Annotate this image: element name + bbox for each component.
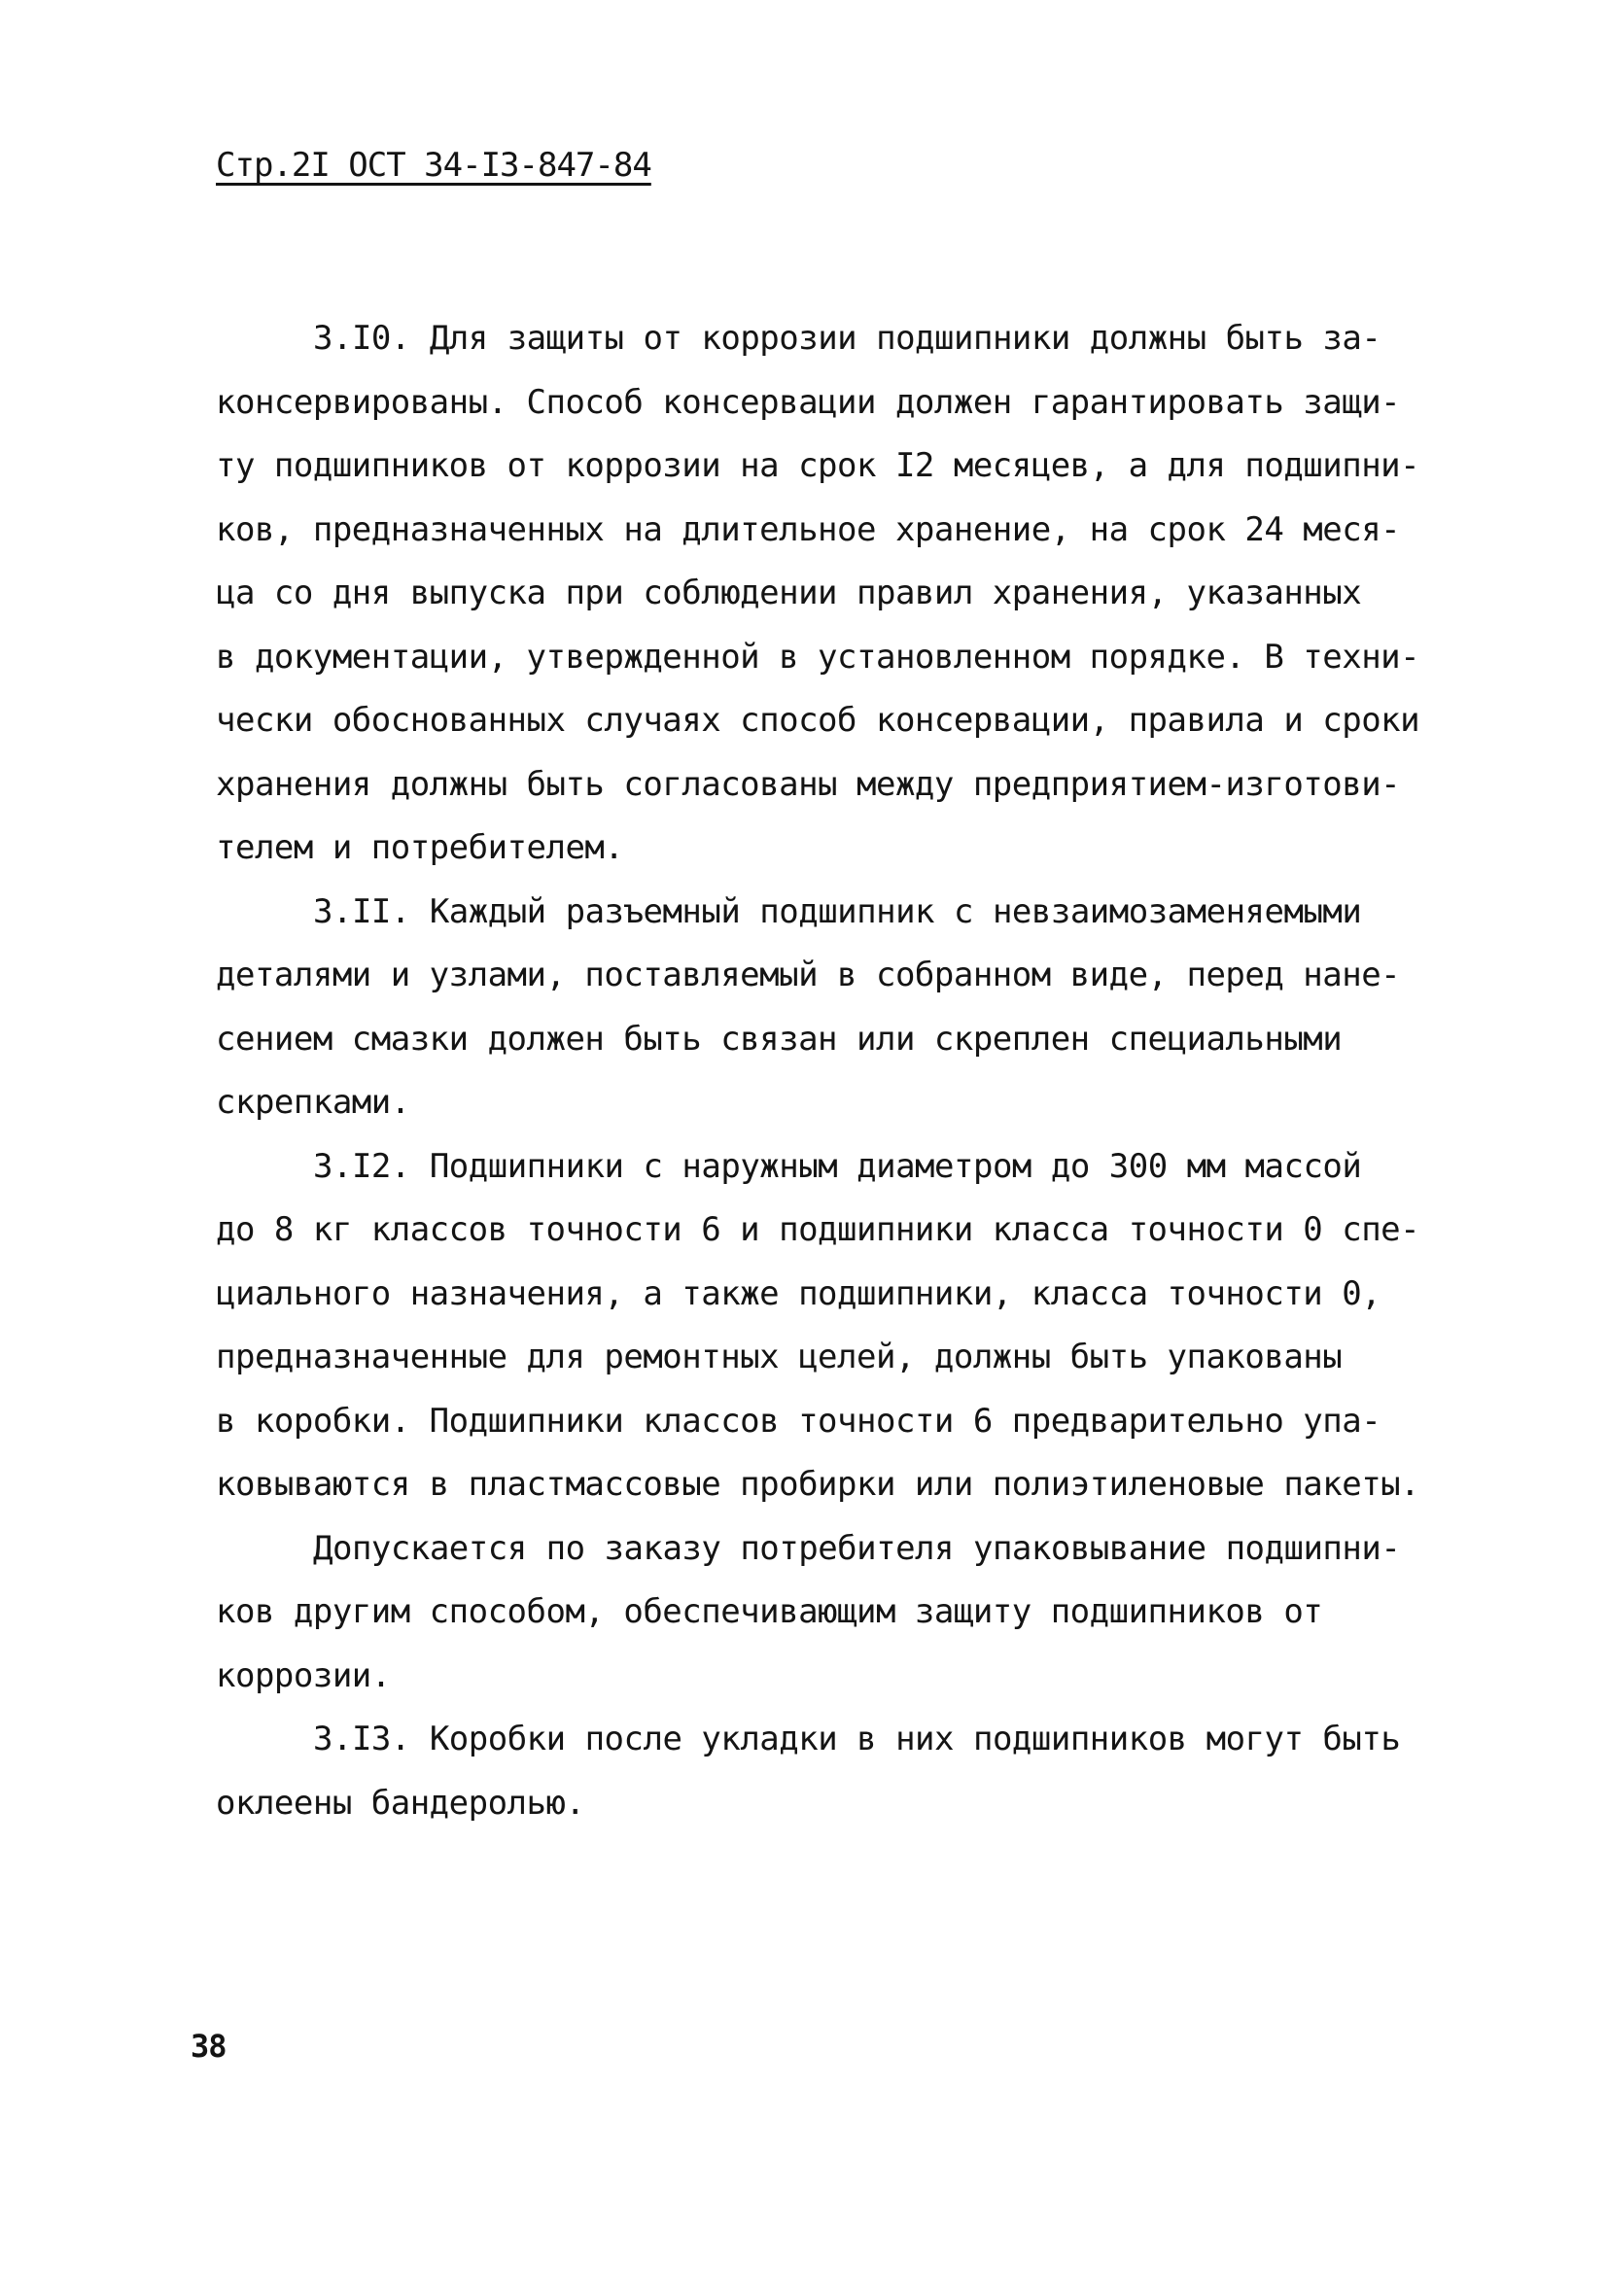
text-line: 3.I2. Подшипники с наружным диаметром до 300 мм массой: [313, 1146, 1362, 1186]
text-line: Допускается по заказу потребителя упаковывание подшипни-: [313, 1528, 1401, 1568]
text-line: консервированы. Способ консервации должен гарантировать защи-: [216, 382, 1401, 422]
text-line: телем и потребителем.: [216, 828, 624, 867]
document-body: [216, 307, 1470, 1835]
text-line: деталями и узлами, поставляемый в собранном виде, перед нане-: [216, 956, 1401, 994]
text-line: 3.I0. Для защиты от коррозии подшипники должны быть за-: [313, 319, 1381, 358]
text-line: в документации, утвержденной в установленном порядке. В техни-: [216, 637, 1420, 677]
text-line: ковываются в пластмассовые пробирки или полиэтиленовые пакеты.: [216, 1465, 1420, 1504]
text-line: хранения должны быть согласованы между предприятием-изготови-: [216, 764, 1401, 804]
text-line: ков другим способом, обеспечивающим защиту подшипников от: [216, 1592, 1323, 1631]
text-line: ту подшипников от коррозии на срок I2 месяцев, а для подшипни-: [216, 446, 1420, 485]
text-line: в коробки. Подшипники классов точности 6 предварительно упа-: [216, 1401, 1381, 1441]
text-line: чески обоснованных случаях способ консервации, правила и сроки: [216, 701, 1420, 740]
text-line: ца со дня выпуска при соблюдении правил хранения, указанных: [216, 574, 1362, 612]
text-line: 3.II. Каждый разъемный подшипник с невзаимозаменяемыми: [313, 891, 1362, 931]
text-line: предназначенные для ремонтных целей, должны быть упакованы: [216, 1338, 1343, 1376]
text-line: сением смазки должен быть связан или скреплен специальными: [216, 1019, 1343, 1059]
text-line: циального назначения, а также подшипники, класса точности 0,: [216, 1273, 1381, 1313]
text-line: ков, предназначенных на длительное хранение, на срок 24 меся-: [216, 509, 1401, 549]
text-line: коррозии.: [216, 1655, 391, 1695]
page-number: 38: [191, 2028, 227, 2065]
text-line: до 8 кг классов точности 6 и подшипники класса точности 0 спе-: [216, 1210, 1420, 1249]
text-line: оклеены бандеролью.: [216, 1783, 585, 1823]
text-line: 3.I3. Коробки после укладки в них подшипников могут быть: [313, 1720, 1401, 1758]
text-line: скрепками.: [216, 1083, 410, 1122]
page-header: Стр.2I ОСТ 34-I3-847-84: [216, 146, 651, 185]
